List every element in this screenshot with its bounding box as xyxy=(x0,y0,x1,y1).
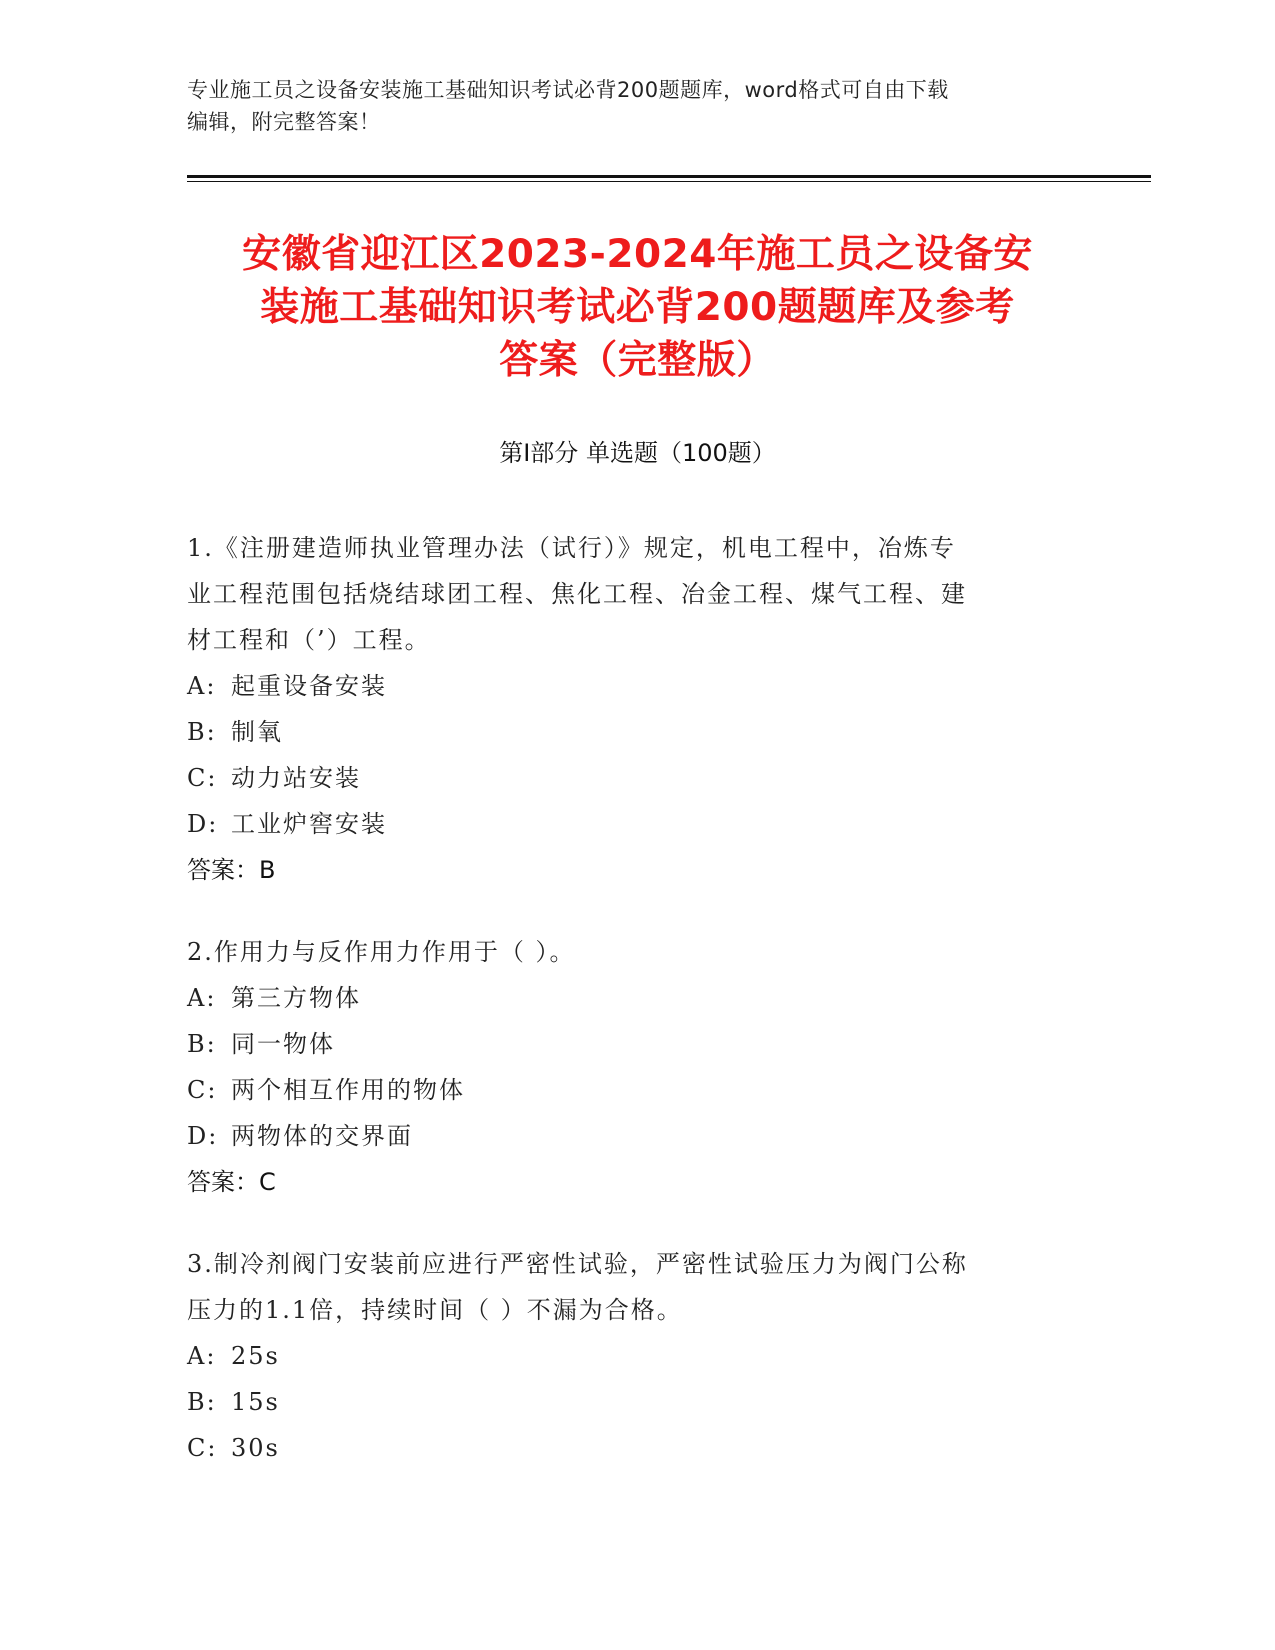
question-stem-line: 材工程和（’）工程。 xyxy=(187,626,431,654)
option-key: C: xyxy=(187,1434,218,1462)
header-note-line-2: 编辑，附完整答案！ xyxy=(187,110,381,134)
question-stem-line: 压力的1.1倍，持续时间（ ）不漏为合格。 xyxy=(187,1296,683,1324)
option-text: 两物体的交界面 xyxy=(231,1122,413,1150)
option-key: D: xyxy=(187,1122,219,1150)
document-title-line-2: 装施工基础知识考试必背200题题库及参考 xyxy=(260,285,1015,330)
option-text: 同一物体 xyxy=(231,1030,335,1058)
section-title: 第Ⅰ部分 单选题（100题） xyxy=(499,439,776,467)
document-title-line-3: 答案（完整版） xyxy=(499,338,776,383)
question-3 xyxy=(187,1241,1067,1471)
header-divider-thin xyxy=(187,181,1151,182)
question-list xyxy=(187,525,1067,1507)
option-text: 两个相互作用的物体 xyxy=(231,1076,465,1104)
question-stem-line: 1.《注册建造师执业管理办法（试行）》规定，机电工程中，冶炼专 xyxy=(187,534,956,562)
option-b xyxy=(187,1021,1067,1067)
question-2 xyxy=(187,929,1067,1205)
option-key: A: xyxy=(187,1342,217,1370)
option-b xyxy=(187,1379,1067,1425)
option-c xyxy=(187,1425,1067,1471)
option-text: 工业炉窖安装 xyxy=(231,810,387,838)
question-stem-line: 3.制冷剂阀门安装前应进行严密性试验，严密性试验压力为阀门公称 xyxy=(187,1250,968,1278)
option-text: 15s xyxy=(231,1388,280,1416)
option-text: 25s xyxy=(231,1342,280,1370)
option-key: C: xyxy=(187,764,218,792)
option-key: C: xyxy=(187,1076,218,1104)
option-key: A: xyxy=(187,984,217,1012)
option-d xyxy=(187,1113,1067,1159)
question-stem-line: 2.作用力与反作用力作用于（ ）。 xyxy=(187,938,576,966)
question-stem-line: 业工程范围包括烧结球团工程、焦化工程、冶金工程、煤气工程、建 xyxy=(187,580,967,608)
option-a xyxy=(187,663,1067,709)
option-a xyxy=(187,975,1067,1021)
option-a xyxy=(187,1333,1067,1379)
answer-line: 答案：C xyxy=(187,1168,276,1196)
option-d xyxy=(187,801,1067,847)
header-note xyxy=(187,74,1057,138)
option-text: 动力站安装 xyxy=(231,764,361,792)
option-c xyxy=(187,755,1067,801)
option-key: B: xyxy=(187,1030,217,1058)
option-text: 30s xyxy=(231,1434,280,1462)
answer-line: 答案：B xyxy=(187,856,276,884)
option-key: B: xyxy=(187,1388,217,1416)
option-key: A: xyxy=(187,672,217,700)
header-note-line-1: 专业施工员之设备安装施工基础知识考试必背200题题库，word格式可自由下载 xyxy=(187,78,949,102)
document-title-line-1: 安徽省迎江区2023-2024年施工员之设备安 xyxy=(242,232,1033,277)
option-text: 制氧 xyxy=(231,718,283,746)
header-divider-thick xyxy=(187,175,1151,178)
option-text: 第三方物体 xyxy=(231,984,361,1012)
option-text: 起重设备安装 xyxy=(231,672,387,700)
question-1 xyxy=(187,525,1067,893)
option-c xyxy=(187,1067,1067,1113)
document-title xyxy=(150,228,1125,387)
option-key: B: xyxy=(187,718,217,746)
option-key: D: xyxy=(187,810,219,838)
option-b xyxy=(187,709,1067,755)
